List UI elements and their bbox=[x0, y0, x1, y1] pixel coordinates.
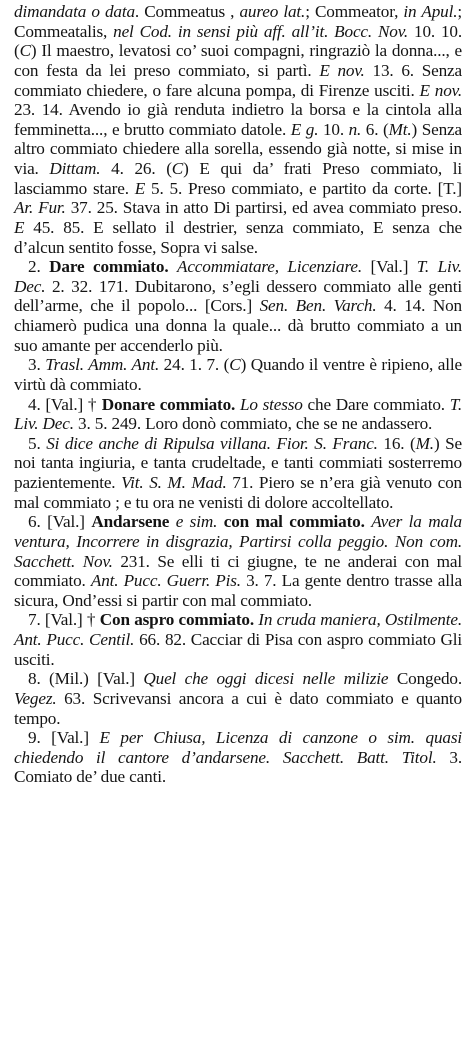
dictionary-sense-paragraph bbox=[14, 2, 462, 257]
italic-text-run: E bbox=[14, 217, 25, 237]
text-run: 3. bbox=[28, 355, 46, 375]
dictionary-sense-paragraph bbox=[14, 257, 462, 355]
text-run: ) Senza altro commiato chiedere alla sorella, essendo già notte, si mise in via. bbox=[14, 119, 462, 178]
text-run: 7. [Val.] † bbox=[28, 610, 100, 630]
text-run bbox=[168, 257, 177, 276]
text-run: 3. Comiato de’ due canti. bbox=[14, 747, 462, 787]
italic-text-run: Dittam. bbox=[49, 159, 101, 178]
italic-text-run: nel Cod. in sensi più aff. all’it. Bocc. Nov. bbox=[113, 21, 409, 41]
italic-text-run: E nov. bbox=[419, 80, 463, 100]
text-run: 37. 25. Stava in atto Di partirsi, ed avea commiato preso. bbox=[65, 198, 462, 218]
headword-phrase: Andarsene bbox=[91, 512, 170, 532]
text-run: ) Se noi tanta ingiuria, e tanta crudeltade, e tanti commiati sosterremo pazientemente. bbox=[14, 433, 463, 492]
text-run: 10. 10. ( bbox=[14, 21, 462, 61]
text-run: 10. bbox=[318, 119, 349, 139]
text-run: 13. 6. Senza commiato chiedere, o fare alcuna pompa, di Firenze usciti. bbox=[14, 60, 463, 100]
italic-text-run: aureo lat. bbox=[239, 2, 306, 21]
text-run: 231. Se elli ti ci giugne, te ne anderai con mal commiato. bbox=[14, 551, 462, 591]
italic-text-run: T. Liv. Dec. bbox=[14, 394, 462, 434]
text-run: ) E qui da’ frati Preso commiato, li lasciammo stare. bbox=[14, 159, 463, 198]
italic-text-run: Sen. Ben. Varch. bbox=[259, 296, 377, 316]
text-run: 23. 14. Avendo io già renduta indietro la borsa e la cintola alla femminetta..., e brutto commiato datole. bbox=[14, 100, 462, 139]
text-run: 24. 1. 7. ( bbox=[159, 355, 230, 375]
dictionary-sense-paragraph bbox=[14, 395, 462, 434]
text-run: 66. 82. Cacciar di Pisa con aspro commiato Gli usciti. bbox=[14, 630, 462, 669]
headword-phrase: Donare commiato. bbox=[101, 394, 236, 414]
italic-text-run: in Apul. bbox=[403, 2, 458, 21]
text-run: ; Commeatalis, bbox=[14, 2, 462, 41]
italic-text-run: Quel che oggi dicesi nelle milizie bbox=[143, 669, 389, 689]
text-run: ) Quando il ventre è ripieno, alle virtù dà commiato. bbox=[14, 355, 462, 394]
italic-text-run: e sim. bbox=[175, 512, 218, 532]
italic-text-run: In cruda maniera, Ostilmente. Ant. Pucc. Centil. bbox=[14, 610, 463, 649]
italic-text-run: C bbox=[171, 159, 184, 178]
italic-text-run: E per Chiusa, Licenza di canzone o sim. quasi chiedendo il cantore d’andarsene. Sacchett. Batt. Titol. bbox=[14, 728, 462, 767]
italic-text-run: T. Liv. Dec. bbox=[14, 257, 462, 296]
text-run: 9. [Val.] bbox=[28, 728, 100, 748]
text-run: [Val.] bbox=[362, 257, 417, 277]
text-run: 63. Scrivevansi ancora a cui è dato commiato e quanto tempo. bbox=[14, 688, 462, 728]
italic-text-run: Ant. Pucc. Guerr. Pis. bbox=[90, 571, 241, 591]
italic-text-run: Trasl. Amm. Ant. bbox=[45, 355, 160, 375]
italic-text-run: Mt. bbox=[388, 119, 412, 139]
headword-phrase: con mal commiato. bbox=[223, 512, 365, 532]
headword-phrase: Dare commiato. bbox=[49, 257, 169, 277]
text-run: 8. (Mil.) [Val.] bbox=[28, 669, 144, 689]
text-run: 4. 14. Non chiamerò pudica una donna la quale... dà brutto commiato a un suo amante per accenderlo più. bbox=[14, 296, 462, 355]
italic-text-run: Accommiatare, Licenziare. bbox=[176, 257, 363, 277]
dictionary-sense-paragraph bbox=[14, 669, 462, 728]
text-run: 71. Piero se n’era già venuto con mal commiato ; e tu ora ne venisti di dolore accoltellato. bbox=[14, 473, 462, 512]
italic-text-run: C bbox=[19, 41, 31, 61]
dictionary-sense-paragraph bbox=[14, 512, 462, 610]
italic-text-run: C bbox=[229, 355, 241, 375]
italic-text-run: Vit. S. M. Mad. bbox=[121, 473, 227, 492]
headword-phrase: Con aspro commiato. bbox=[99, 610, 254, 630]
text-run: 5. bbox=[28, 433, 47, 453]
dictionary-sense-paragraph bbox=[14, 434, 462, 513]
italic-text-run: E bbox=[134, 178, 146, 198]
text-run: 2. bbox=[28, 257, 50, 277]
italic-text-run: Aver la mala ventura, Incorrere in disgrazia, Partirsi colla peggio. Non com. Sacchett. Nov. bbox=[14, 512, 462, 571]
italic-text-run: E g. bbox=[290, 119, 319, 139]
dictionary-sense-paragraph bbox=[14, 728, 462, 787]
text-run: 6. [Val.] bbox=[28, 512, 92, 532]
text-run: 6. ( bbox=[361, 119, 389, 139]
text-run: . Commeatus , bbox=[134, 2, 240, 21]
italic-text-run: Lo stesso bbox=[239, 394, 303, 414]
italic-text-run: n. bbox=[348, 119, 362, 139]
italic-text-run: Si dice anche di Ripulsa villana. Fior. S. Franc. bbox=[46, 433, 378, 453]
text-run: 16. ( bbox=[377, 433, 416, 453]
text-run: 4. 26. ( bbox=[100, 159, 172, 178]
text-run: 45. 85. E sellato il destrier, senza commiato, E senza che d’alcun sentito fosse, Sopra vi salse. bbox=[14, 217, 462, 257]
text-run: 5. 5. Preso commiato, e partito da corte. [T.] bbox=[145, 178, 462, 198]
text-run: 2. 32. 171. Dubitarono, s’egli dessero commiato alle genti dell’arme, che il popolo... [Cors.] bbox=[14, 276, 462, 316]
text-run: ) Il maestro, levatosi co’ suoi compagni, ringraziò la donna..., e con festa da lei preso commiato, si partì. bbox=[14, 41, 462, 80]
text-run: 3. 5. 249. Loro donò commiato, che se ne andassero. bbox=[73, 414, 433, 434]
text-run: Congedo. bbox=[388, 669, 462, 689]
dictionary-sense-paragraph bbox=[14, 355, 462, 394]
dictionary-sense-paragraph bbox=[14, 610, 462, 669]
text-run: ; Commeator, bbox=[305, 2, 404, 21]
italic-text-run: E nov. bbox=[319, 60, 365, 80]
italic-text-run: M. bbox=[415, 433, 434, 453]
text-run: 3. 7. La gente dentro trasse alla sicura, Ond’essi si partir con mal commiato. bbox=[14, 571, 462, 610]
italic-text-run: dimandata o data bbox=[14, 2, 135, 21]
text-run: che Dare commiato. bbox=[302, 394, 450, 414]
italic-text-run: Ar. Fur. bbox=[14, 198, 66, 218]
italic-text-run: Vegez. bbox=[14, 688, 57, 708]
text-run: 4. [Val.] † bbox=[28, 394, 102, 414]
